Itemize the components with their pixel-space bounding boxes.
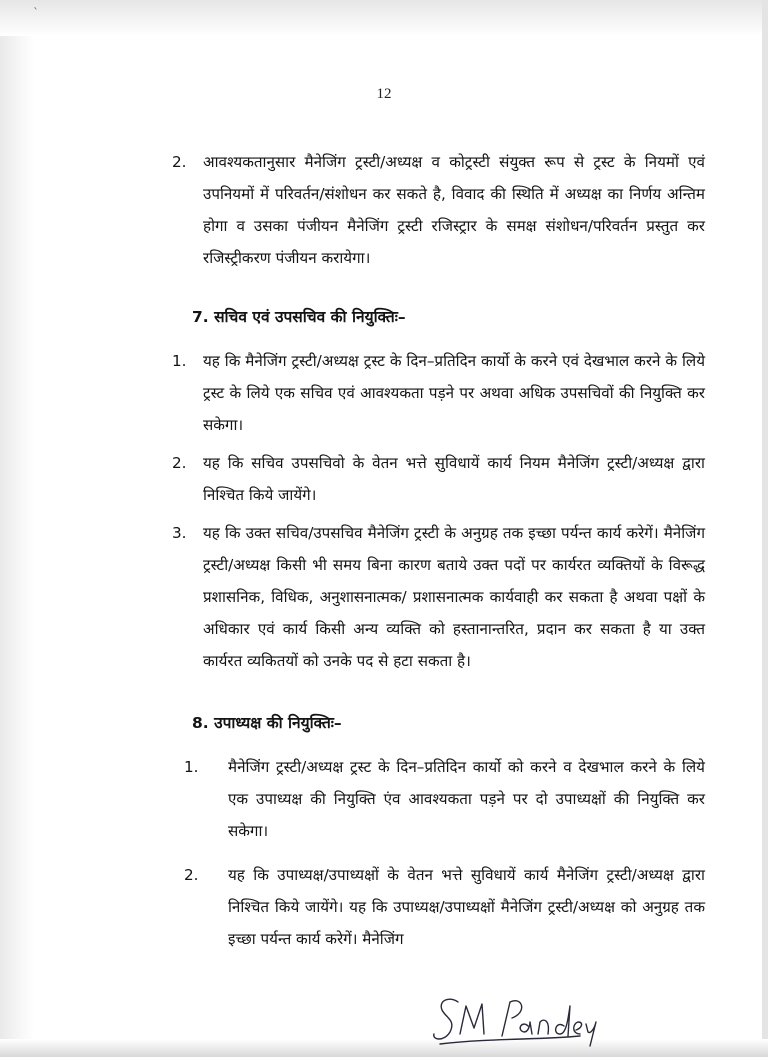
section-heading: 7. सचिव एवं उपसचिव की नियुक्तिः– <box>192 308 406 326</box>
scan-top-edge <box>0 0 768 36</box>
scan-bottom-edge <box>0 1039 768 1057</box>
item-number: 1. <box>184 758 199 776</box>
scan-right-edge <box>762 0 768 1057</box>
item-number: 3. <box>172 524 187 542</box>
page-number: 12 <box>376 86 392 102</box>
list-item: यह कि सचिव उपसचिवो के वेतन भत्ते सुविधायें कार्य नियम मैनेजिंग ट्रस्टी/अध्यक्ष द्वारा निश्चित किये जायेंगे। <box>203 454 705 504</box>
item-number: 2. <box>172 454 187 472</box>
scan-shadow <box>0 0 34 1057</box>
list-item: यह कि उपाध्यक्ष/उपाध्यक्षों के वेतन भत्ते सुविधायें कार्य मैनेजिंग ट्रस्टी/अध्यक्ष द्वारा निश्चित किये जायेंगे। यह कि उपाध्यक्ष/उपाध्यक्षों मैनेजिंग ट्रस्टी/अध्यक्ष को अनुग्रह तक इच्छा पर्यन्त कार्य करेगें। मैनेजिंग <box>228 866 705 948</box>
section-heading: 8. उपाध्यक्ष की नियुक्तिः– <box>192 714 342 732</box>
corner-mark: ˋ <box>33 6 39 20</box>
item-number: 1. <box>172 352 187 370</box>
list-item: मैनेजिंग ट्रस्टी/अध्यक्ष ट्रस्ट के दिन–प्रतिदिन कार्यो को करने व देखभाल करने के लिये एक उपाध्यक्ष की नियुक्ति एंव आवश्यकता पड़ने पर दो उपाध्यक्षों की नियुक्ति कर सकेगा। <box>228 758 705 840</box>
item-number: 2. <box>184 866 199 884</box>
list-item: यह कि उक्त सचिव/उपसचिव मैनेजिंग ट्रस्टी के अनुग्रह तक इच्छा पर्यन्त कार्य करेगें। मैनेजिंग ट्रस्टी/अध्यक्ष किसी भी समय बिना कारण बताये उक्त पदों पर कार्यरत व्यक्तियों के विरूद्ध प्रशासनिक, विधिक, अनुशासनात्मक/ प्रशासनात्मक कार्यवाही कर सकता है अथवा पक्षों के अधिकार एवं कार्य किसी अन्य व्यक्ति को हस्तानान्तरित, प्रदान कर सकता है या उक्त कार्यरत व्यकितयों को उनके पद से हटा सकता है। <box>203 524 705 670</box>
list-item: यह कि मैनेजिंग ट्रस्टी/अध्यक्ष ट्रस्ट के दिन–प्रतिदिन कार्यो के करने एवं देखभाल करने के लिये ट्रस्ट के लिये एक सचिव एवं आवश्यकता पड़ने पर अथवा अधिक उपसचिवों की नियुक्ति कर सकेगा। <box>203 352 705 434</box>
item-number: 2. <box>172 153 187 171</box>
signature-image <box>430 990 600 1050</box>
paragraph-text: आवश्यकतानुसार मैनेजिंग ट्रस्टी/अध्यक्ष व कोट्रस्टी संयुक्त रूप से ट्रस्ट के नियमों एवं उपनियमों में परिवर्तन/संशोधन कर सकते है, विवाद की स्थिति में अध्यक्ष का निर्णय अन्तिम होगा व उसका पंजीयन मैनेजिंग ट्रस्टी रजिस्ट्रार के समक्ष संशोधन/परिवर्तन प्रस्तुत कर रजिस्ट्रीकरण पंजीयन करायेगा। <box>203 153 705 267</box>
